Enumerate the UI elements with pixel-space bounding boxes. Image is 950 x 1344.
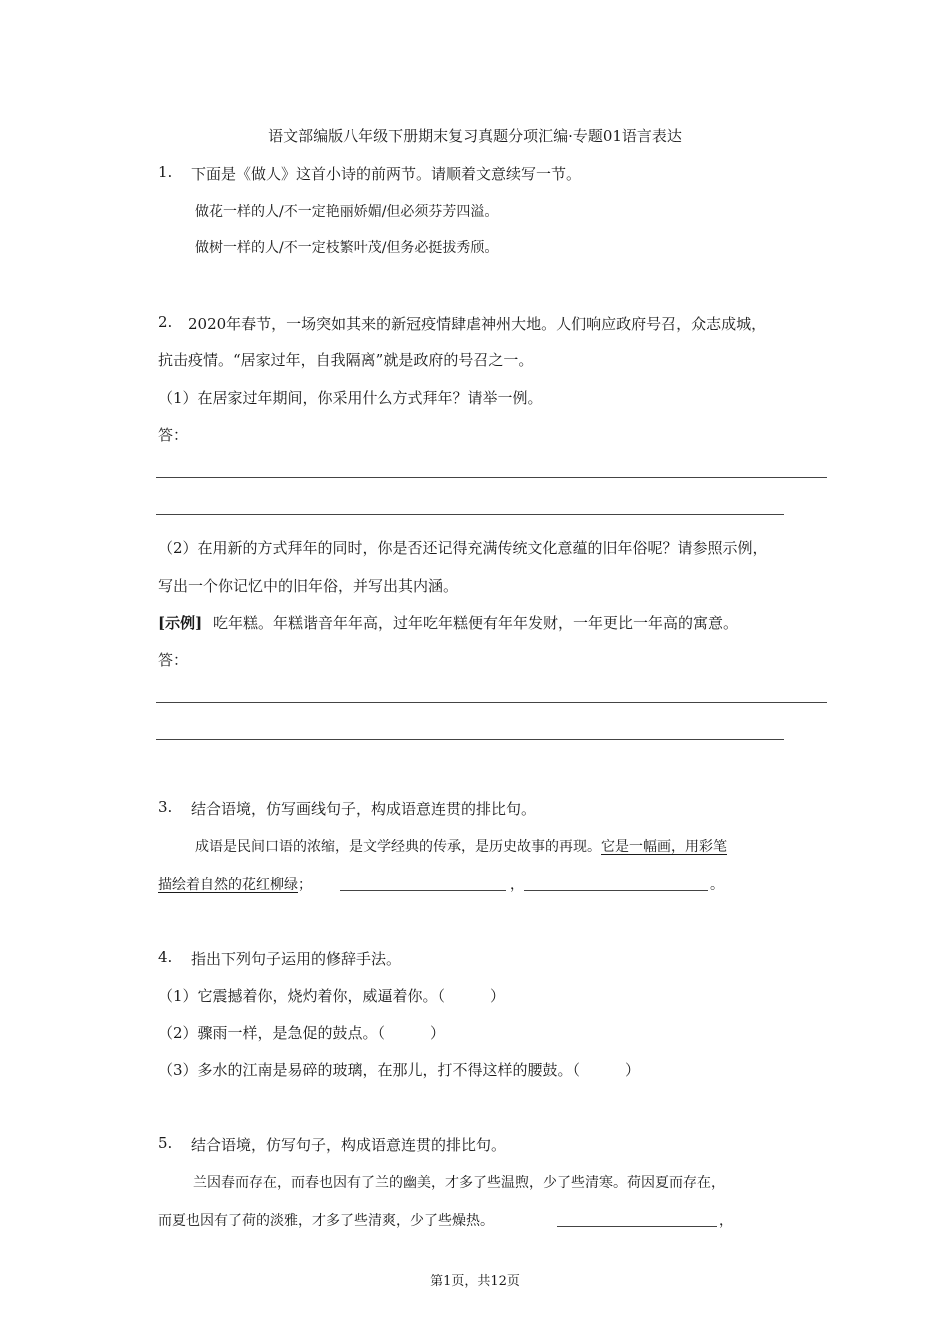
q3-period: 。 [710, 877, 724, 893]
answer-line-1b[interactable] [156, 514, 784, 515]
question-2-prompt-line-2: 抗击疫情。“居家过年，自我隔离”就是政府的号召之一。 [158, 351, 534, 369]
q5-blank-1[interactable] [557, 1226, 717, 1227]
page-title: 语文部编版八年级下册期末复习真题分项汇编·专题01语言表达 [268, 127, 682, 145]
example-tag: [示例] [158, 614, 203, 632]
q3-underlined-sentence-start: 它是一幅画，用彩笔 [601, 839, 727, 855]
question-3-prompt: 结合语境，仿写画线句子，构成语意连贯的排比句。 [191, 800, 537, 818]
answer-line-1a[interactable] [156, 477, 827, 478]
question-number-1: 1. [158, 163, 173, 181]
question-number-4: 4. [158, 948, 173, 966]
question-4-prompt: 指出下列句子运用的修辞手法。 [191, 950, 402, 968]
q3-passage-line-1 [195, 836, 727, 856]
answer-line-2b[interactable] [156, 739, 784, 740]
q5-comma: ， [719, 1213, 733, 1229]
question-1-prompt: 下面是《做人》这首小诗的前两节。请顺着文意续写一节。 [191, 165, 582, 183]
q4-item-1: （1）它震撼着你，烧灼着你，威逼着你。（ ） [158, 987, 506, 1005]
question-number-2: 2. [158, 313, 173, 331]
q5-passage-line-2: 而夏也因有了荷的淡雅，才多了些清爽，少了些燥热。 [158, 1213, 494, 1229]
question-number-3: 3. [158, 798, 173, 816]
question-2-prompt-line-1: 2020年春节，一场突如其来的新冠疫情肆虐神州大地。人们响应政府号召，众志成城， [188, 315, 767, 333]
question-2-sub-2-line-1: （2）在用新的方式拜年的同时，你是否还记得充满传统文化意蕴的旧年俗呢？请参照示例， [158, 539, 768, 557]
poem-line-2: 做树一样的人/不一定枝繁叶茂/但务必挺拔秀颀。 [195, 240, 499, 256]
answer-line-2a[interactable] [156, 702, 827, 703]
question-2-sub-1: （1）在居家过年期间，你采用什么方式拜年？请举一例。 [158, 389, 543, 407]
q3-blank-1[interactable] [340, 890, 506, 891]
poem-line-1: 做花一样的人/不一定艳丽娇媚/但必须芬芳四溢。 [195, 204, 499, 220]
question-number-5: 5. [158, 1134, 173, 1152]
q3-semicolon: ； [298, 877, 312, 893]
page-footer: 第1页，共12页 [430, 1274, 520, 1289]
answer-label-2: 答： [158, 651, 189, 669]
example-text: 吃年糕。年糕谐音年年高，过年吃年糕便有年年发财，一年更比一年高的寓意。 [213, 614, 739, 632]
q5-passage-line-1: 兰因春而存在，而春也因有了兰的幽美，才多了些温煦，少了些清寒。荷因夏而存在， [193, 1175, 725, 1191]
q3-comma: ， [510, 877, 524, 893]
question-5-prompt: 结合语境，仿写句子，构成语意连贯的排比句。 [191, 1136, 507, 1154]
q3-blank-2[interactable] [524, 890, 708, 891]
q4-item-2: （2）骤雨一样，是急促的鼓点。（ ） [158, 1024, 446, 1042]
question-2-sub-2-line-2: 写出一个你记忆中的旧年俗，并写出其内涵。 [158, 577, 459, 595]
q3-underlined-sentence-end: 描绘着自然的花红柳绿 [158, 877, 298, 893]
answer-label-1: 答： [158, 426, 189, 444]
q3-passage-line-2 [158, 874, 312, 894]
q3-passage-plain: 成语是民间口语的浓缩，是文学经典的传承，是历史故事的再现。 [195, 839, 601, 855]
q4-item-3: （3）多水的江南是易碎的玻璃，在那儿，打不得这样的腰鼓。（ ） [158, 1061, 641, 1079]
